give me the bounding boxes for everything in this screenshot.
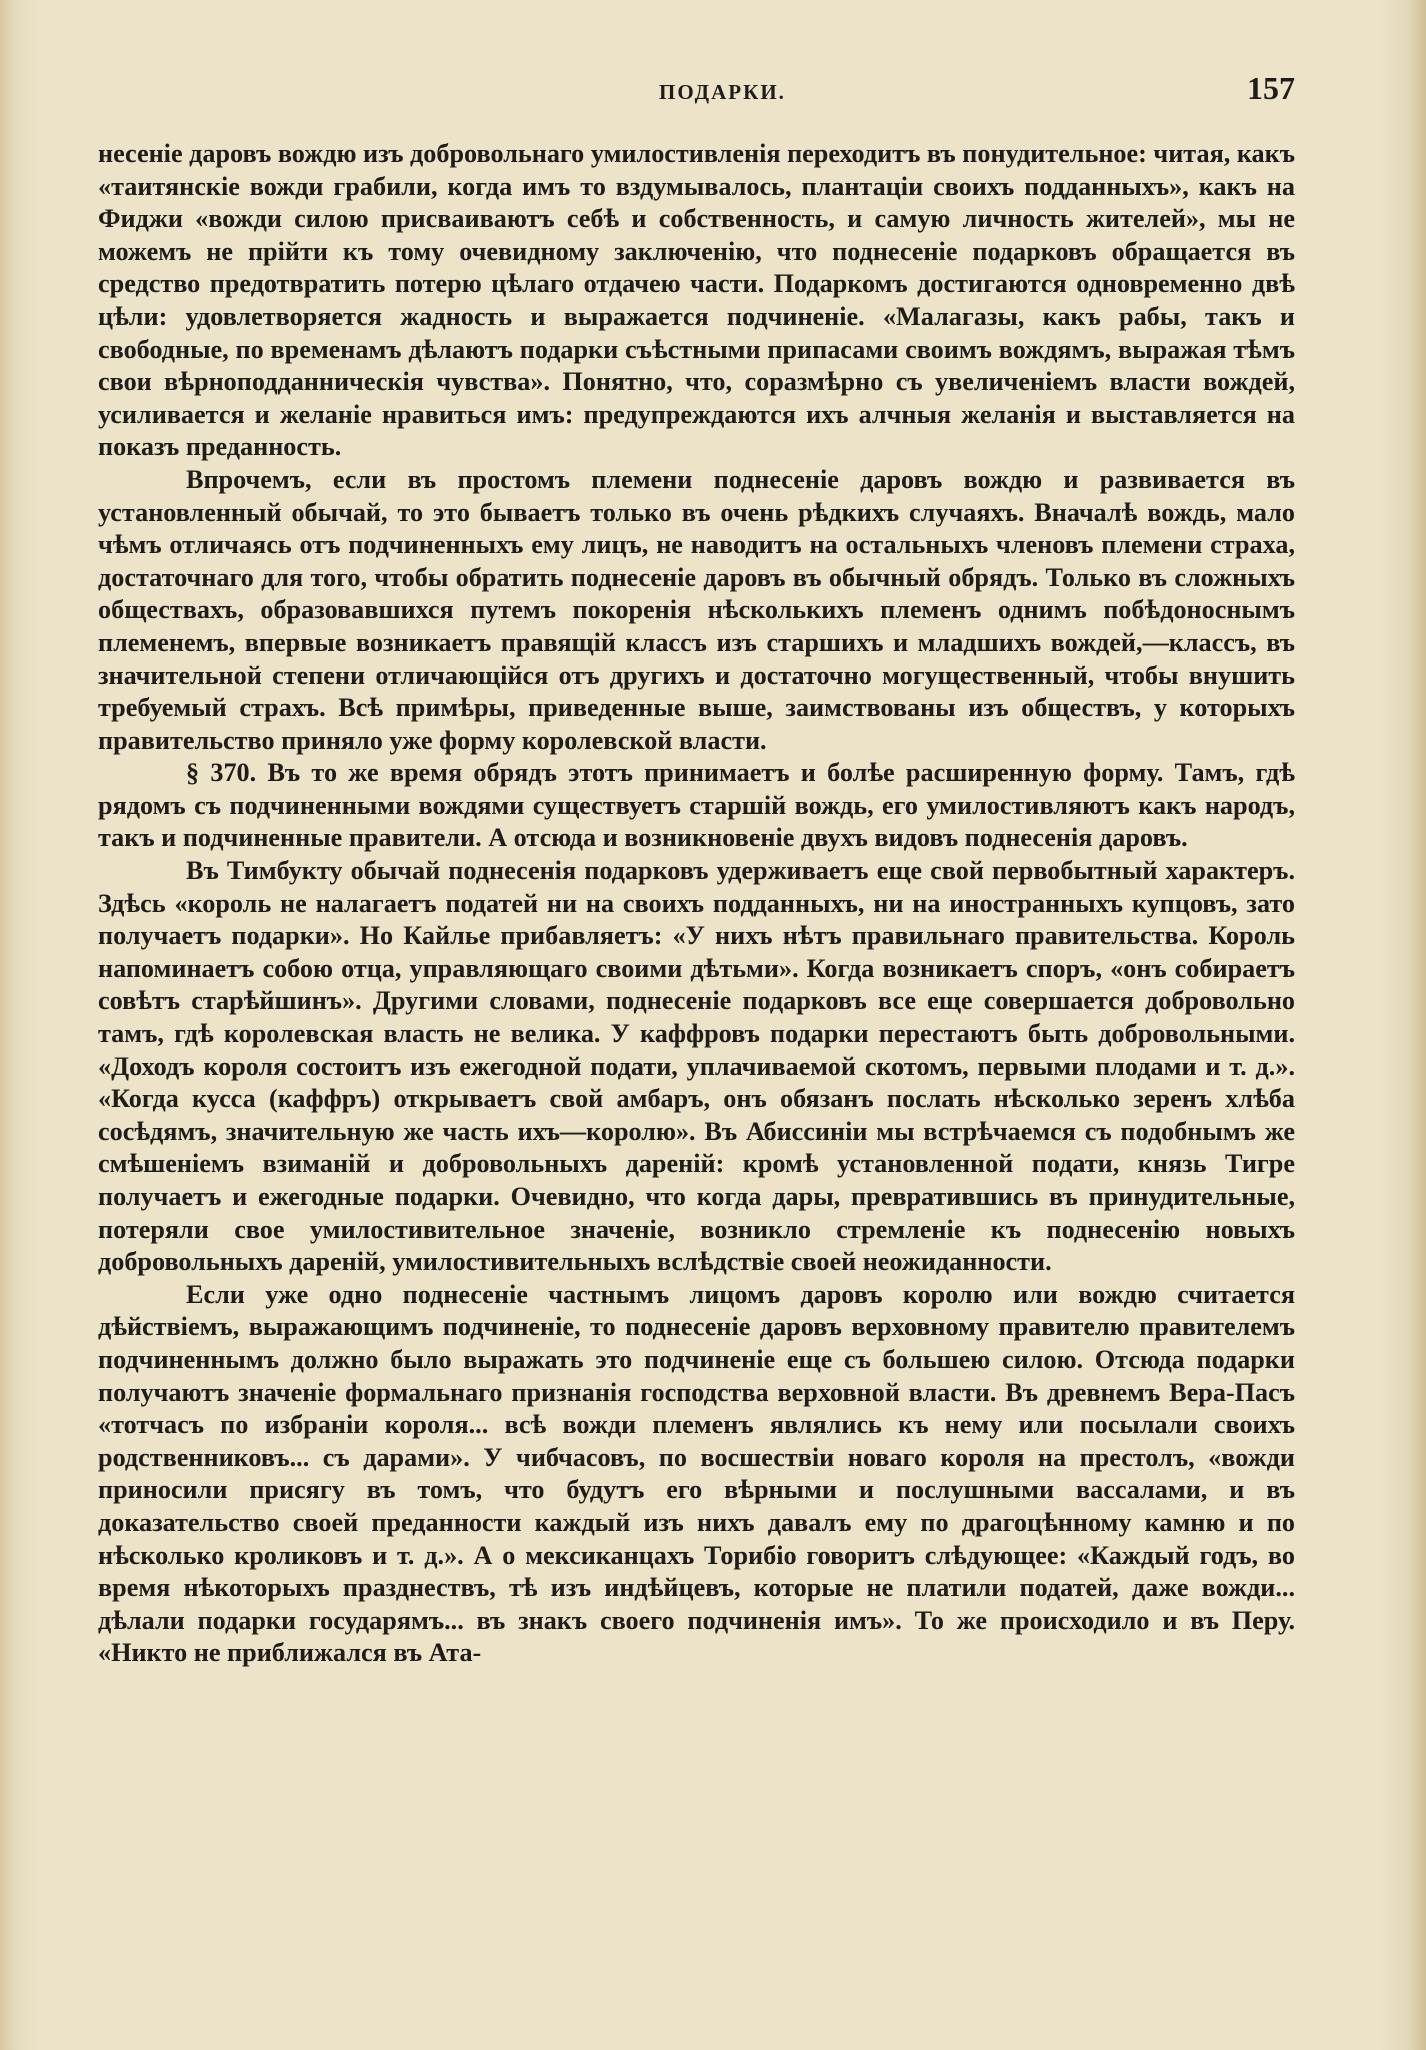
page-number: 157	[1247, 70, 1295, 106]
body-text	[98, 138, 1295, 1670]
paragraph: Въ Тимбукту обычай поднесенія подарковъ удерживаетъ еще свой первобытный характеръ. Здѣсь «король не налагаетъ податей ни на своихъ подданныхъ, ни на иностранныхъ купцовъ, зато получаетъ подарки». Но Кайлье прибавляетъ: «У нихъ нѣтъ правильнаго правительства. Король напоминаетъ собою отца, управляющаго своими дѣтьми». Когда возникаетъ споръ, «онъ собираетъ совѣтъ старѣйшинъ». Другими словами, поднесеніе подарковъ все еще совершается добровольно тамъ, гдѣ королевская власть не велика. У каффровъ подарки перестаютъ быть добровольными. «Доходъ короля состоитъ изъ ежегодной подати, уплачиваемой скотомъ, первыми плодами и т. д.». «Когда кусса (каффръ) открываетъ свой амбаръ, онъ обязанъ послать нѣсколько зеренъ хлѣба сосѣдямъ, значительную же часть ихъ—королю». Въ Абиссиніи мы встрѣчаемся съ подобнымъ же смѣшеніемъ взиманій и добровольныхъ дареній: кромѣ установленной подати, князь Тигре получаетъ и ежегодные подарки. Очевидно, что когда дары, превратившись въ принудительные, потеряли свое умилостивительное значеніе, возникло стремленіе къ поднесенію новыхъ добровольныхъ дареній, умилостивительныхъ вслѣдствіе своей неожиданности.	[98, 856, 1295, 1277]
paragraph-continued: несеніе даровъ вождю изъ добровольнаго умилостивленія переходитъ въ понудительное: читая, какъ «таитянскіе вожди грабили, когда имъ то вздумывалось, плантаціи своихъ подданныхъ», какъ на Фиджи «вожди силою присваиваютъ себѣ и собственность, и самую личность жителей», мы не можемъ не прійти къ тому очевидному заключенію, что поднесеніе подарковъ обращается въ средство предотвратить потерю цѣлаго отдачею части. Подаркомъ достигаются одновременно двѣ цѣли: удовлетворяется жадность и выражается подчиненіе. «Малагазы, какъ рабы, такъ и свободные, по временамъ дѣлаютъ подарки съѣстными припасами своимъ вождямъ, выражая тѣмъ свои вѣрноподданническія чувства». Понятно, что, соразмѣрно съ увеличеніемъ власти вождей, усиливается и желаніе нравиться имъ: предупреждаются ихъ алчныя желанія и выставляется на показъ преданность.	[98, 139, 1295, 462]
running-title: ПОДАРКИ.	[659, 80, 786, 104]
paragraph-section-370: § 370. Въ то же время обрядъ этотъ принимаетъ и болѣе расширенную форму. Тамъ, гдѣ рядомъ съ подчиненными вождями существуетъ старшій вождь, его умилостивляютъ какъ народъ, такъ и подчиненные правители. А отсюда и возникновеніе двухъ видовъ поднесенія даровъ.	[98, 758, 1295, 853]
paragraph: Если уже одно поднесеніе частнымъ лицомъ даровъ королю или вождю считается дѣйствіемъ, выражающимъ подчиненіе, то поднесеніе даровъ верховному правителю правителемъ подчиненнымъ должно было выражать это подчиненіе еще съ большею силою. Отсюда подарки получаютъ значеніе формальнаго признанія господства верховной власти. Въ древнемъ Вера-Пасъ «тотчасъ по избраніи короля... всѣ вожди племенъ являлись къ нему или посылали своихъ родственниковъ... съ дарами». У чибчасовъ, по восшествіи новаго короля на престолъ, «вожди приносили присягу въ томъ, что будутъ его вѣрными и послушными вассалами, и въ доказательство своей преданности каждый изъ нихъ давалъ ему по драгоцѣнному камню и по нѣсколько кроликовъ и т. д.». А о мексиканцахъ Торибіо говоритъ слѣдующее: «Каждый годъ, во время нѣкоторыхъ празднествъ, тѣ изъ индѣйцевъ, которые не платили податей, даже вожди... дѣлали подарки государямъ... въ знакъ своего подчиненія имъ». То же происходило и въ Перу. «Никто не приближался въ Ата-	[98, 1279, 1295, 1668]
running-head	[150, 70, 1295, 110]
paragraph: Впрочемъ, если въ простомъ племени поднесеніе даровъ вождю и развивается въ установленный обычай, то это бываетъ только въ очень рѣдкихъ случаяхъ. Вначалѣ вождь, мало чѣмъ отличаясь отъ подчиненныхъ ему лицъ, не наводитъ на остальныхъ членовъ племени страха, достаточнаго для того, чтобы обратить поднесеніе даровъ въ обычный обрядъ. Только въ сложныхъ обществахъ, образовавшихся путемъ покоренія нѣсколькихъ племенъ однимъ побѣдоноснымъ племенемъ, впервые возникаетъ правящій классъ изъ старшихъ и младшихъ вождей,—классъ, въ значительной степени отличающійся отъ другихъ и достаточно могущественный, чтобы внушить требуемый страхъ. Всѣ примѣры, приведенные выше, заимствованы изъ обществъ, у которыхъ правительство приняло уже форму королевской власти.	[98, 464, 1295, 755]
